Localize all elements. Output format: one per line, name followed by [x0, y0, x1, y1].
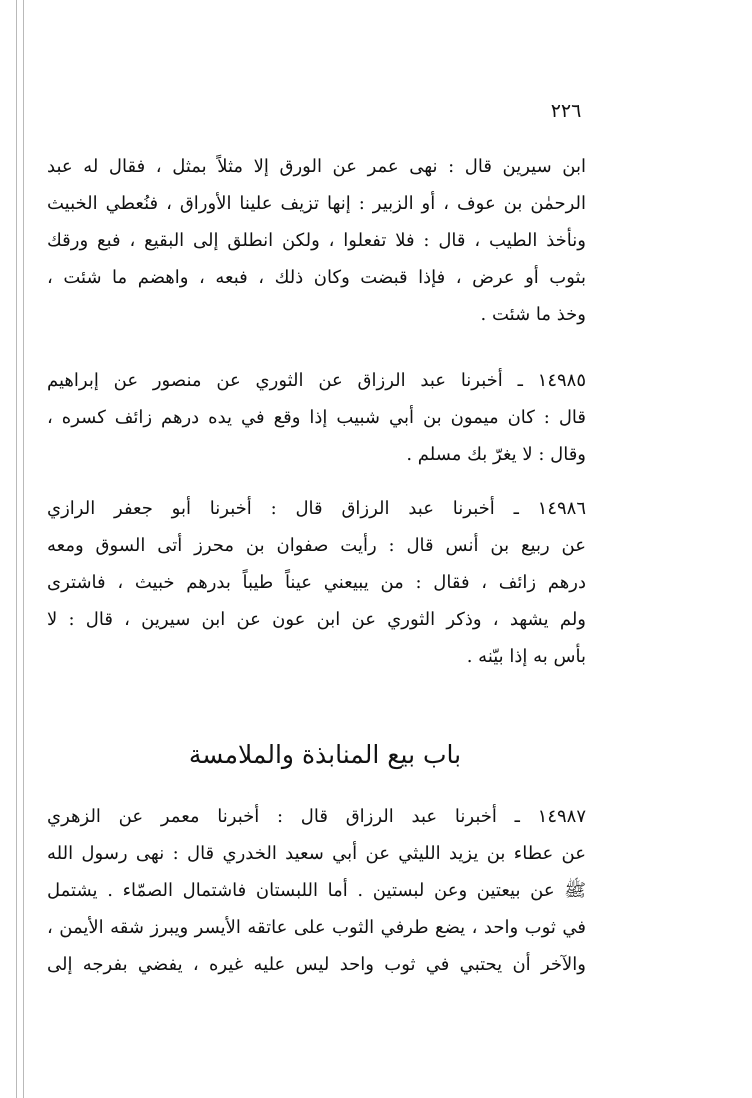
- paragraph-2-hadith-14985: [47, 362, 586, 473]
- paragraph-3-hadith-14986: [47, 490, 586, 675]
- paragraph-4-hadith-14987: [47, 798, 586, 983]
- left-margin-rule: [16, 0, 17, 1098]
- text-line: درهم زائف ، فقال : من يبيعني عيناً طيباً بدرهم خبيث ، فاشترى: [47, 572, 586, 593]
- text-line: بأس به إذا بيّنه .: [466, 646, 586, 667]
- text-line: ولم يشهد ، وذكر الثوري عن ابن عون عن ابن سيرين ، قال : لا: [47, 609, 586, 630]
- chapter-heading: باب بيع المنابذة والملامسة: [188, 740, 462, 769]
- page-number: ٢٢٦: [550, 100, 582, 122]
- text-line: عن ربيع بن أنس قال : رأيت صفوان بن محرز أتى السوق ومعه: [47, 535, 586, 556]
- text-line: ١٤٩٨٧ ـ أخبرنا عبد الرزاق قال : أخبرنا معمر عن الزهري: [47, 806, 586, 827]
- text-line: ١٤٩٨٦ ـ أخبرنا عبد الرزاق قال : أخبرنا أبو جعفر الرازي: [47, 498, 586, 519]
- text-line: ونأخذ الطيب ، قال : فلا تفعلوا ، ولكن انطلق إلى البقيع ، فبع ورقك: [47, 230, 586, 251]
- text-line: بثوب أو عرض ، فإذا قبضت وكان ذلك ، فبعه ، واهضم ما شئت ،: [47, 267, 586, 288]
- paragraph-1: [47, 148, 586, 333]
- text-line: والآخر أن يحتبي في ثوب واحد ليس عليه غيره ، يفضي بفرجه إلى: [47, 954, 586, 975]
- text-line: الرحمٰن بن عوف ، أو الزبير : إنها تزيف علينا الأوراق ، فنُعطي الخبيث: [47, 193, 586, 214]
- text-line: وقال : لا يغرّ بك مسلم .: [406, 444, 586, 465]
- text-line: عن عطاء بن يزيد الليثي عن أبي سعيد الخدري قال : نهى رسول الله: [47, 843, 586, 864]
- left-margin-rule-inner: [23, 0, 24, 1098]
- text-line: قال : كان ميمون بن أبي شبيب إذا وقع في يده درهم زائف كسره ،: [47, 407, 586, 428]
- text-line: ابن سيرين قال : نهى عمر عن الورق إلا مثلاً بمثل ، فقال له عبد: [47, 156, 586, 177]
- text-line: ١٤٩٨٥ ـ أخبرنا عبد الرزاق عن الثوري عن منصور عن إبراهيم: [47, 370, 586, 391]
- text-line: ﷺ عن بيعتين وعن لبستين . أما اللبستان فاشتمال الصمّاء . يشتمل: [47, 880, 586, 901]
- text-line: في ثوب واحد ، يضع طرفي الثوب على عاتقه الأيسر ويبرز شقه الأيمن ،: [47, 917, 586, 938]
- text-line: وخذ ما شئت .: [480, 304, 586, 325]
